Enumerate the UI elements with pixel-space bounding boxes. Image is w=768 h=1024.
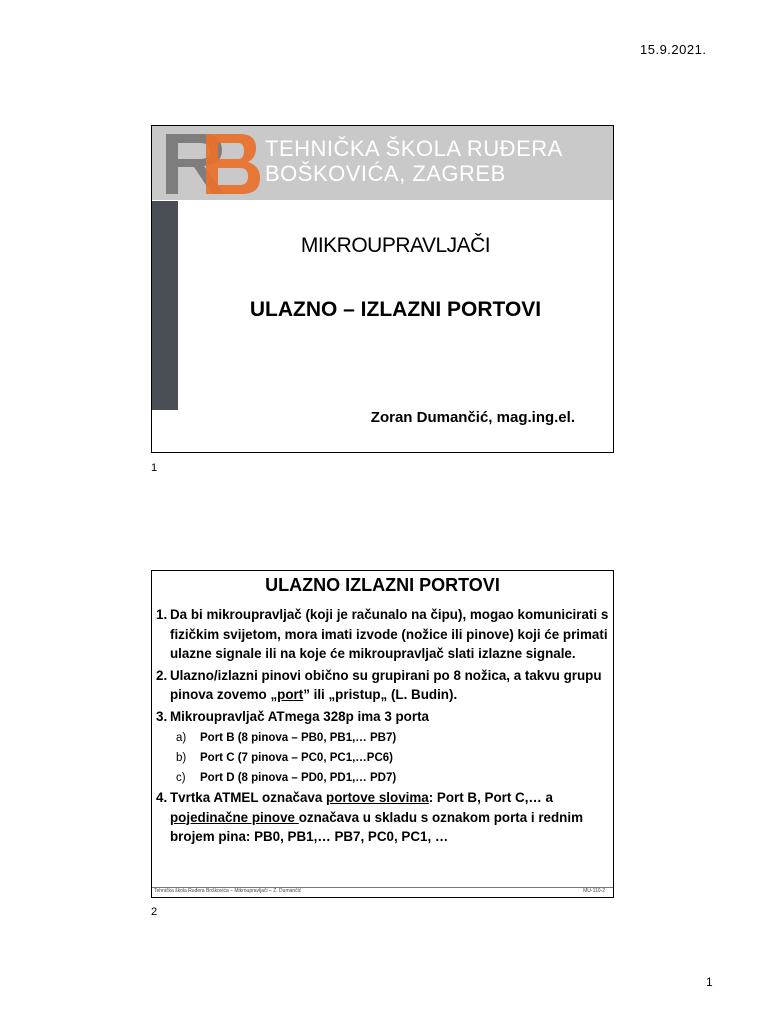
school-name-line1: TEHNIČKA ŠKOLA RUĐERA (265, 136, 563, 161)
slide1-title: MIKROUPRAVLJAČI (300, 234, 491, 257)
slide2-list (152, 605, 613, 849)
list-item-number: 2. (156, 667, 168, 683)
slide-2-number: 2 (151, 906, 158, 918)
page-date: 15.9.2021. (640, 42, 707, 57)
underlined-term: pojedinačne pinove (170, 809, 299, 825)
sub-item-a (152, 728, 613, 748)
school-logo (162, 130, 262, 198)
sub-item-letter: a) (176, 732, 187, 744)
slide2-footer (152, 887, 613, 897)
port-term: port (277, 687, 304, 702)
text-segment: : Port B, Port C,… a (428, 790, 553, 805)
underlined-term: portove slovima (326, 790, 429, 805)
sub-item-text: Port B (8 pinova – PB0, PB1,… PB7) (200, 732, 397, 744)
text-segment: označava u skladu s oznakom porta i rednim brojem pina: PB0, PB1,… PB7, PC0, PC1, … (170, 809, 583, 844)
list-item-1 (152, 605, 613, 664)
text-segment: Tvrtka ATMEL označava (170, 790, 327, 805)
text-segment: ” ili „pristup„ (L. Budin). (303, 687, 458, 702)
list-item-text (170, 666, 613, 705)
slide-1-number: 1 (151, 462, 158, 474)
page-number: 1 (706, 975, 713, 989)
text-segment: Ulazno/izlazni pinovi obično su grupirani po 8 nožica, a takvu grupu pinova zovemo „ (170, 667, 602, 702)
slide2-title: ULAZNO IZLAZNI PORTOVI (265, 575, 500, 595)
list-item-number: 3. (156, 708, 168, 724)
slide1-author: Zoran Dumančić, mag.ing.el. (370, 409, 575, 426)
school-name-line2: BOŠKOVIĆA, ZAGREB (265, 161, 506, 186)
sub-item-text: Port C (7 pinova – PC0, PC1,…PC6) (200, 752, 393, 764)
sub-item-b (152, 748, 613, 768)
list-item-2 (152, 666, 613, 705)
slide2-footer-right: MU-110-2 (583, 888, 605, 894)
school-name (265, 136, 563, 186)
list-item-4 (152, 788, 613, 847)
side-accent-bar (152, 201, 178, 410)
sub-item-letter: c) (176, 772, 186, 784)
slide1-subtitle: ULAZNO – IZLAZNI PORTOVI (249, 298, 542, 321)
list-item-3 (152, 707, 613, 727)
slide2-footer-left: Tehnička škola Ruđera Boškovića – Mikroupravljači – Z. Dumančić (154, 888, 302, 894)
list-item-number: 4. (156, 790, 168, 805)
school-banner (152, 126, 613, 200)
sub-item-letter: b) (176, 752, 187, 764)
slide-1 (151, 125, 614, 453)
list-item-text: Da bi mikroupravljač (koji je računalo na čipu), mogao komunicirati s fizičkim svijetom, mora imati izvode (nožice ili pinove) koji će primati ulazne signale ili na koje će mikroupravljač slati izlazne signale. (170, 607, 609, 661)
list-item-number: 1. (156, 607, 168, 622)
list-item-text (170, 788, 613, 847)
list-item-text: Mikroupravljač ATmega 328p ima 3 porta (170, 708, 429, 724)
sub-item-c (152, 768, 613, 788)
slide-2 (151, 570, 614, 898)
sub-item-text: Port D (8 pinova – PD0, PD1,… PD7) (200, 772, 397, 784)
